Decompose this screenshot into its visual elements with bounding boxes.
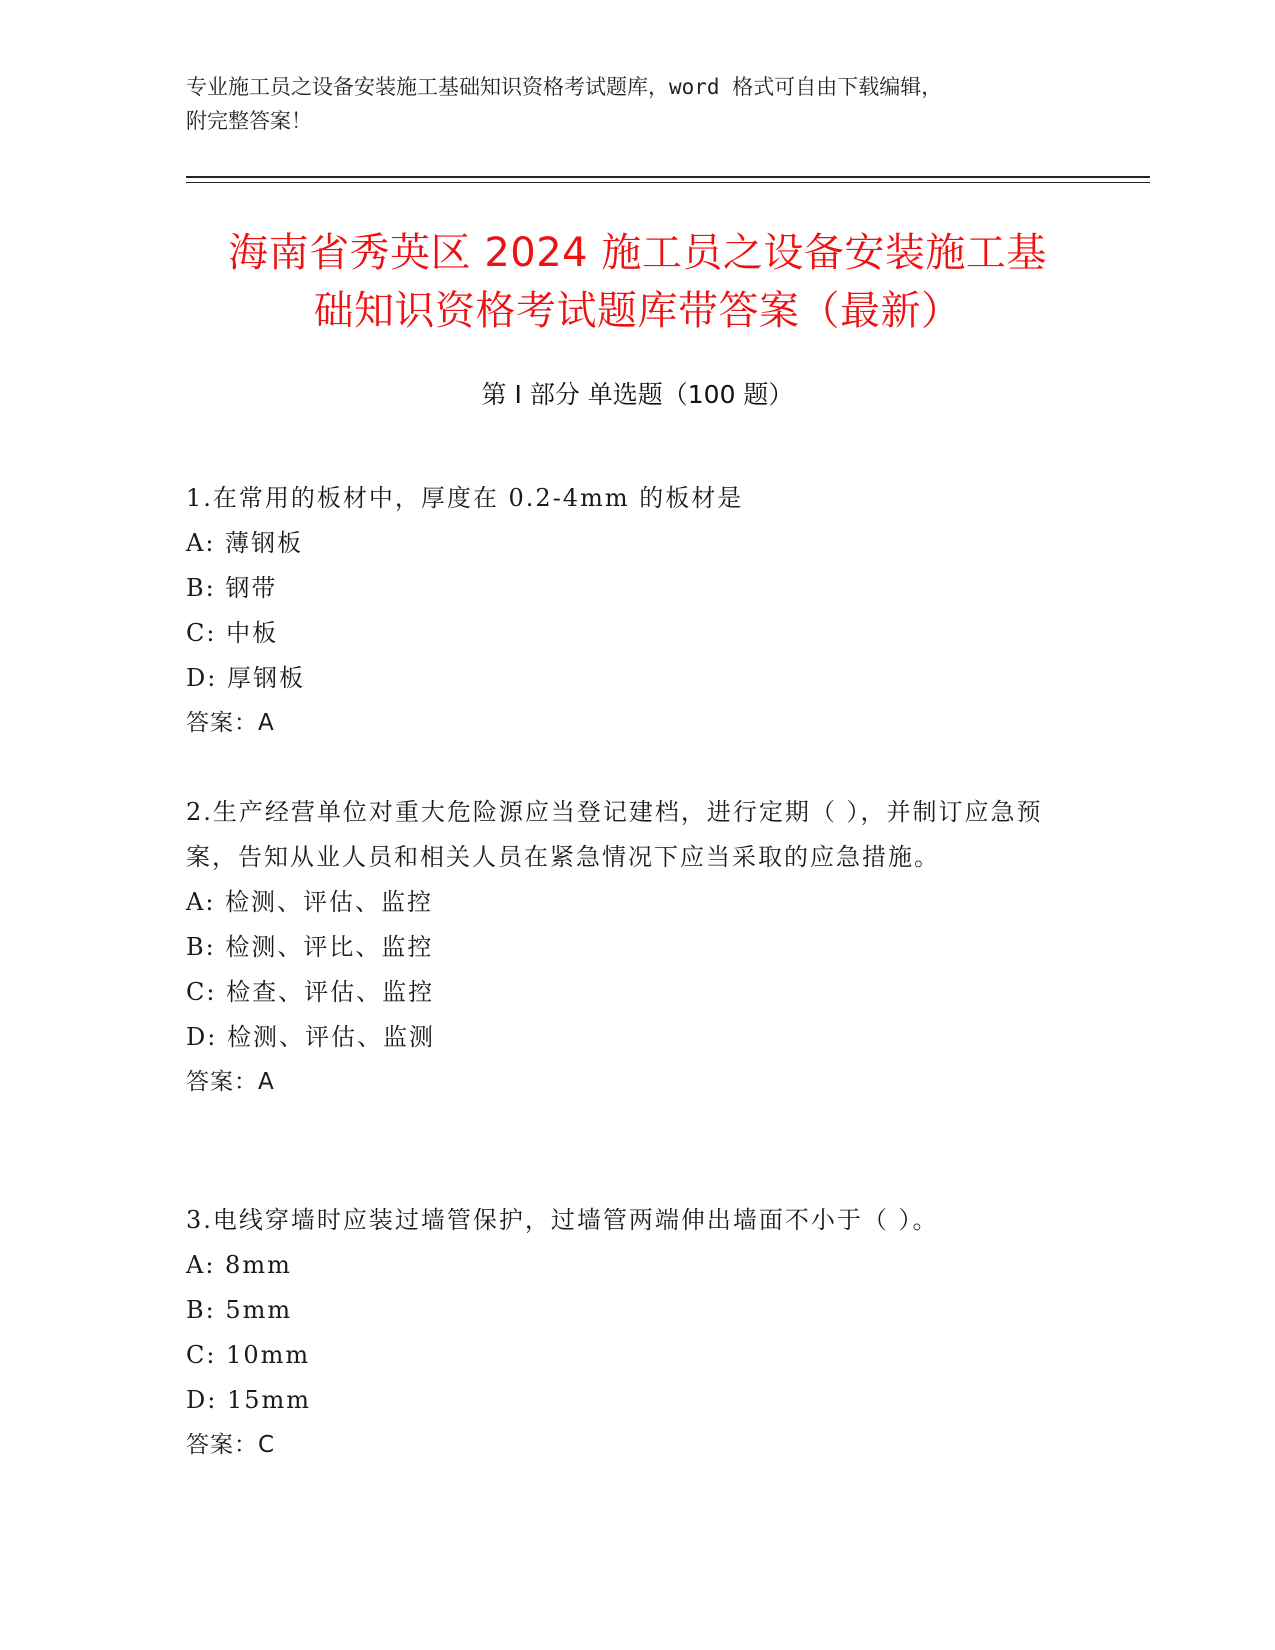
- section-title: 第 I 部分 单选题（100 题）: [481, 380, 794, 409]
- question-2-option-b: B: 检测、评比、监控: [186, 933, 434, 961]
- question-3-option-a: A: 8mm: [186, 1251, 292, 1279]
- question-2-option-c: C: 检查、评估、监控: [186, 978, 435, 1006]
- question-1-option-c: C: 中板: [186, 619, 279, 647]
- question-2-option-d: D: 检测、评估、监测: [186, 1023, 435, 1051]
- question-3-option-b: B: 5mm: [186, 1296, 293, 1324]
- question-3: [186, 1198, 1086, 1468]
- question-1-option-d: D: 厚钢板: [186, 664, 305, 692]
- document-title-line-2: 础知识资格考试题库带答案（最新）: [313, 288, 962, 334]
- header-note-line-1: 专业施工员之设备安装施工基础知识资格考试题库，word 格式可自由下载编辑，: [186, 75, 943, 99]
- question-3-option-c: C: 10mm: [186, 1341, 311, 1369]
- question-1-answer: 答案：A: [186, 710, 275, 736]
- question-3-option-d: D: 15mm: [186, 1386, 312, 1414]
- question-2: [186, 790, 1086, 1105]
- question-3-stem: 3.电线穿墙时应装过墙管保护，过墙管两端伸出墙面不小于（ ）。: [186, 1206, 939, 1234]
- question-2-option-a: A: 检测、评估、监控: [186, 888, 434, 916]
- question-1-option-a: A: 薄钢板: [186, 529, 304, 557]
- question-3-answer: 答案：C: [186, 1432, 276, 1458]
- question-1: [186, 476, 1086, 746]
- document-title-line-1: 海南省秀英区 2024 施工员之设备安装施工基: [228, 230, 1047, 276]
- question-2-stem: 2.生产经营单位对重大危险源应当登记建档，进行定期（ ），并制订应急预案，告知从业人员和相关人员在紧急情况下应当采取的应急措施。: [186, 798, 1043, 871]
- question-1-option-b: B: 钢带: [186, 574, 278, 602]
- header-note-line-2: 附完整答案！: [186, 109, 312, 133]
- document-title: [150, 224, 1125, 340]
- header-divider-thin: [186, 182, 1150, 183]
- question-2-answer: 答案：A: [186, 1069, 275, 1095]
- header-divider-thick: [186, 176, 1150, 178]
- header-note: [186, 70, 1086, 138]
- question-1-stem: 1.在常用的板材中，厚度在 0.2-4mm 的板材是: [186, 484, 744, 512]
